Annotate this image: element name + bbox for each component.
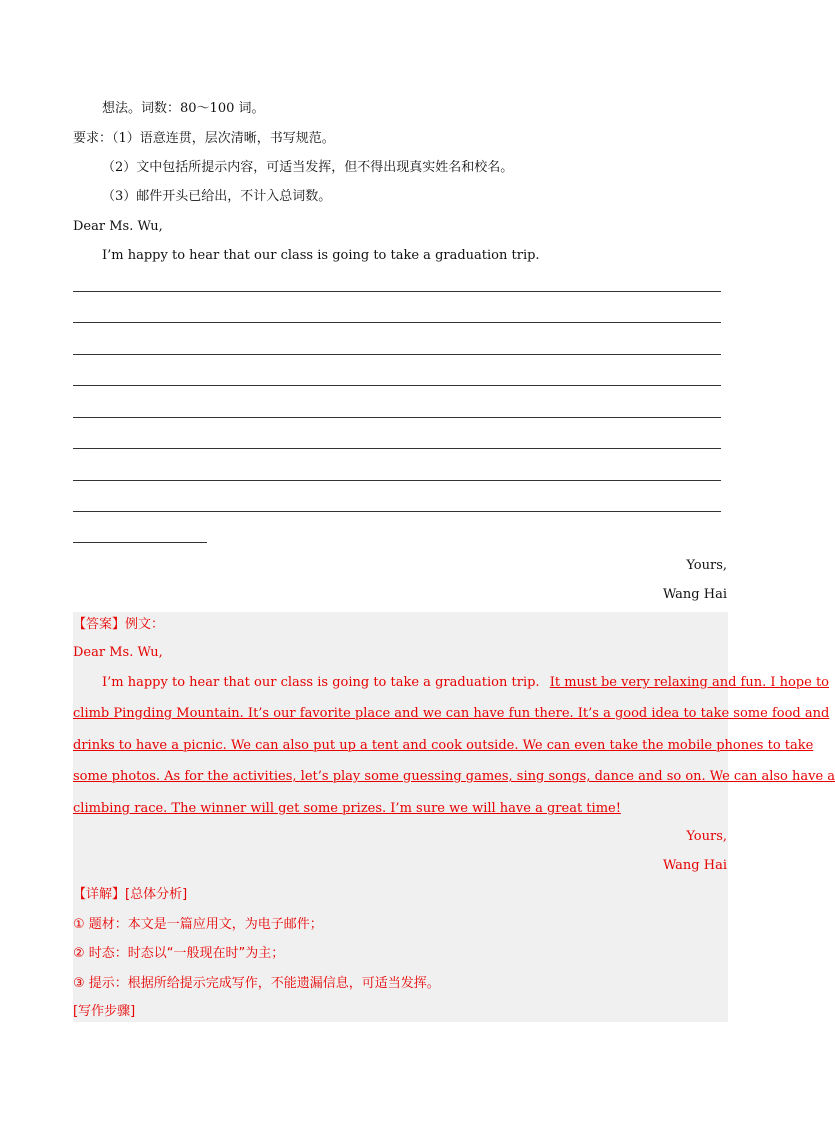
closing-name: Wang Hai <box>662 587 727 602</box>
writing-line <box>73 417 721 418</box>
instruction-requirement-3: （3）邮件开头已给出，不计入总词数。 <box>102 189 332 204</box>
answer-name: Wang Hai <box>662 858 727 873</box>
writing-line <box>73 511 721 512</box>
answer-opening: I’m happy to hear that our class is going to take a graduation trip. <box>102 675 540 690</box>
prompt-opening: I’m happy to hear that our class is going to take a graduation trip. <box>102 248 540 263</box>
answer-greeting: Dear Ms. Wu, <box>73 645 163 660</box>
instruction-word-count: 想法。词数：80～100 词。 <box>102 101 265 116</box>
analysis-point: ② 时态：时态以“一般现在时”为主； <box>73 946 285 961</box>
writing-line <box>73 354 721 355</box>
analysis-point: ① 题材：本文是一篇应用文，为电子邮件； <box>73 917 323 932</box>
answer-yours: Yours, <box>686 829 727 844</box>
instruction-requirement-2: （2）文中包括所提示内容，可适当发挥，但不得出现真实姓名和校名。 <box>102 160 514 175</box>
writing-line <box>73 480 721 481</box>
writing-line <box>73 385 721 386</box>
closing-yours: Yours, <box>686 558 727 573</box>
writing-steps-label: [写作步骤] <box>73 1004 136 1019</box>
analysis-point: ③ 提示：根据所给提示完成写作，不能遗漏信息，可适当发挥。 <box>73 976 440 991</box>
answer-body-line: It must be very relaxing and fun. I hope to <box>549 675 830 690</box>
instruction-requirement-1: 要求：（1）语意连贯，层次清晰，书写规范。 <box>73 131 335 146</box>
answer-body-line: climb Pingding Mountain. It’s our favorite place and we can have fun there. It’s a good idea to take some food and <box>73 706 830 721</box>
answer-label: 【答案】例文： <box>73 617 165 632</box>
analysis-label: 【详解】[总体分析] <box>73 887 188 902</box>
writing-line-short <box>73 542 207 543</box>
writing-line <box>73 322 721 323</box>
answer-body-line: drinks to have a picnic. We can also put up a tent and cook outside. We can even take the mobile phones to take <box>73 738 814 753</box>
answer-body-line: climbing race. The winner will get some prizes. I’m sure we will have a great time! <box>73 801 621 816</box>
writing-line <box>73 291 721 292</box>
answer-body-line: some photos. As for the activities, let’s play some guessing games, sing songs, dance and so on. We can also have a <box>73 769 835 784</box>
writing-line <box>73 448 721 449</box>
answer-line-1 <box>73 674 830 692</box>
prompt-greeting: Dear Ms. Wu, <box>73 219 163 234</box>
